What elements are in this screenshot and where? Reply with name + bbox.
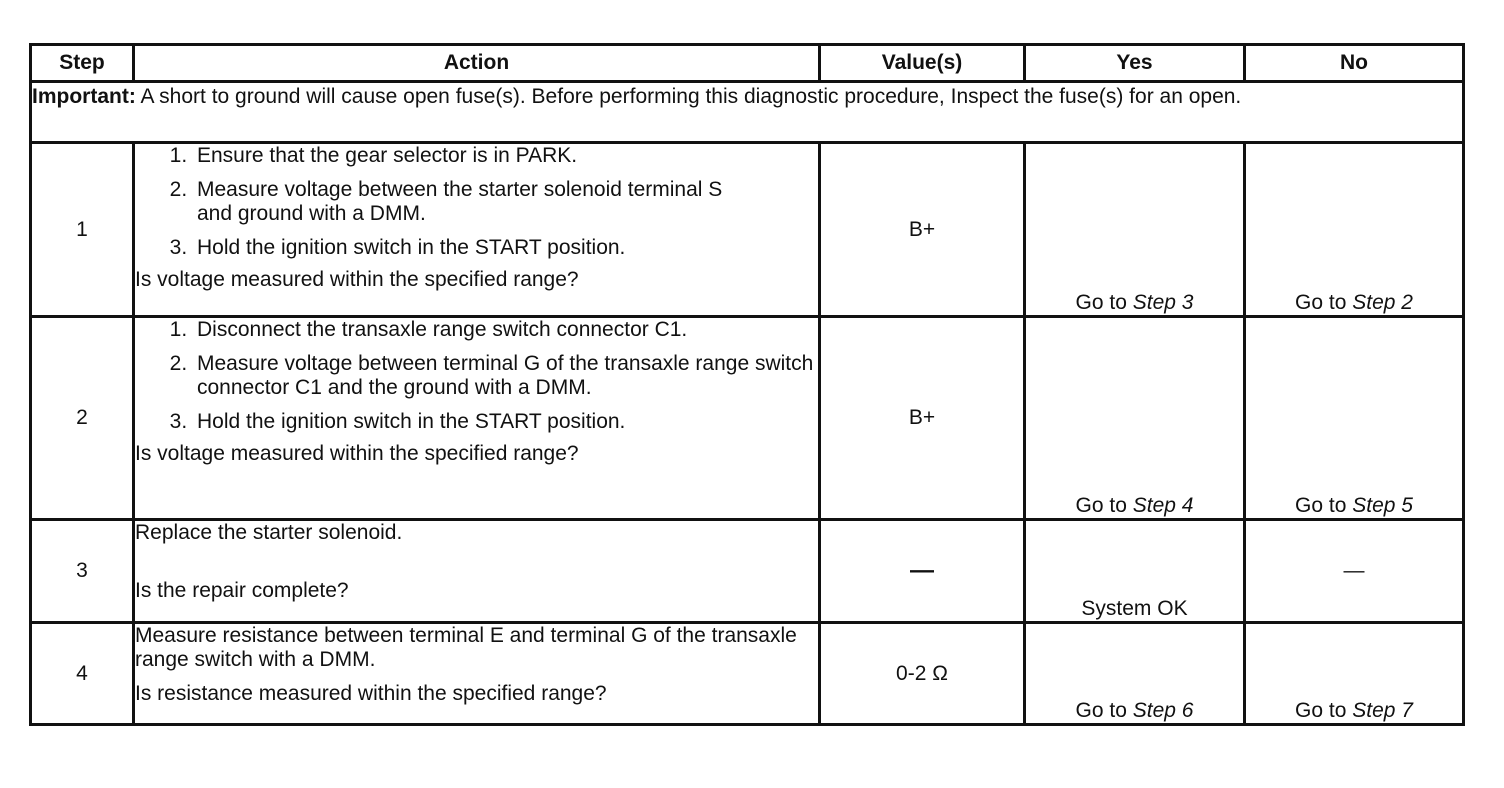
- yes-prefix: Go to: [1075, 494, 1133, 517]
- header-row: [31, 45, 1464, 82]
- action-question: Is the repair complete?: [135, 579, 349, 602]
- action-text: Measure resistance between terminal E and terminal G of the transaxle range switch with a DMM.: [135, 624, 797, 671]
- important-label: Important:: [32, 85, 136, 108]
- step-number: 4: [31, 623, 134, 725]
- action-cell: [134, 623, 820, 725]
- step-number: 2: [31, 317, 134, 520]
- yes-step-ref: Step 3: [1132, 291, 1194, 314]
- yes-prefix: Go to: [1075, 291, 1133, 314]
- yes-cell: [1025, 623, 1245, 725]
- header-step: Step: [31, 45, 134, 82]
- yes-prefix: Go to: [1075, 699, 1133, 722]
- action-question: Is resistance measured within the specified range?: [135, 682, 607, 705]
- action-cell: [134, 317, 820, 520]
- important-text: A short to ground will cause open fuse(s). Before performing this diagnostic procedure, Inspect the fuse(s) for an open.: [135, 85, 1242, 108]
- no-prefix: Go to: [1295, 291, 1353, 314]
- value-cell: —: [820, 520, 1025, 623]
- no-cell: [1245, 317, 1464, 520]
- table-row: [31, 143, 1464, 317]
- action-item: 1. Ensure that the gear selector is in PARK.: [193, 144, 818, 168]
- action-item: 3. Hold the ignition switch in the START position.: [193, 410, 818, 434]
- important-note-row: [31, 82, 1464, 143]
- step-number: 1: [31, 143, 134, 317]
- action-text: Replace the starter solenoid.: [135, 521, 403, 544]
- no-cell: [1245, 143, 1464, 317]
- yes-cell: System OK: [1025, 520, 1245, 623]
- action-list: [135, 144, 818, 260]
- yes-step-ref: Step 6: [1132, 699, 1194, 722]
- action-cell: [134, 143, 820, 317]
- header-no: No: [1245, 45, 1464, 82]
- value-cell: B+: [820, 143, 1025, 317]
- header-values: Value(s): [820, 45, 1025, 82]
- diagnostic-table: [29, 43, 1465, 726]
- yes-step-ref: Step 4: [1132, 494, 1194, 517]
- action-item: 2. Measure voltage between terminal G of the transaxle range switch connector C1 and the ground with a DMM.: [193, 352, 818, 400]
- step-number: 3: [31, 520, 134, 623]
- table-row: [31, 520, 1464, 623]
- header-action: Action: [134, 45, 820, 82]
- action-item: 2. Measure voltage between the starter solenoid terminal S and ground with a DMM.: [193, 178, 818, 226]
- no-step-ref: Step 7: [1352, 699, 1413, 722]
- no-prefix: Go to: [1295, 699, 1353, 722]
- action-question: Is voltage measured within the specified range?: [135, 268, 579, 291]
- action-item: 3. Hold the ignition switch in the START position.: [193, 236, 818, 260]
- action-cell: [134, 520, 820, 623]
- no-prefix: Go to: [1295, 494, 1353, 517]
- value-cell: B+: [820, 317, 1025, 520]
- yes-cell: [1025, 317, 1245, 520]
- important-note: [31, 82, 1464, 143]
- no-cell: —: [1245, 520, 1464, 623]
- no-step-ref: Step 5: [1352, 494, 1413, 517]
- action-item: 1. Disconnect the transaxle range switch connector C1.: [193, 318, 818, 342]
- value-cell: 0-2 Ω: [820, 623, 1025, 725]
- no-step-ref: Step 2: [1352, 291, 1413, 314]
- action-list: [135, 318, 818, 434]
- yes-cell: [1025, 143, 1245, 317]
- table-row: [31, 623, 1464, 725]
- table-row: [31, 317, 1464, 520]
- action-question: Is voltage measured within the specified range?: [135, 442, 579, 465]
- no-cell: [1245, 623, 1464, 725]
- header-yes: Yes: [1025, 45, 1245, 82]
